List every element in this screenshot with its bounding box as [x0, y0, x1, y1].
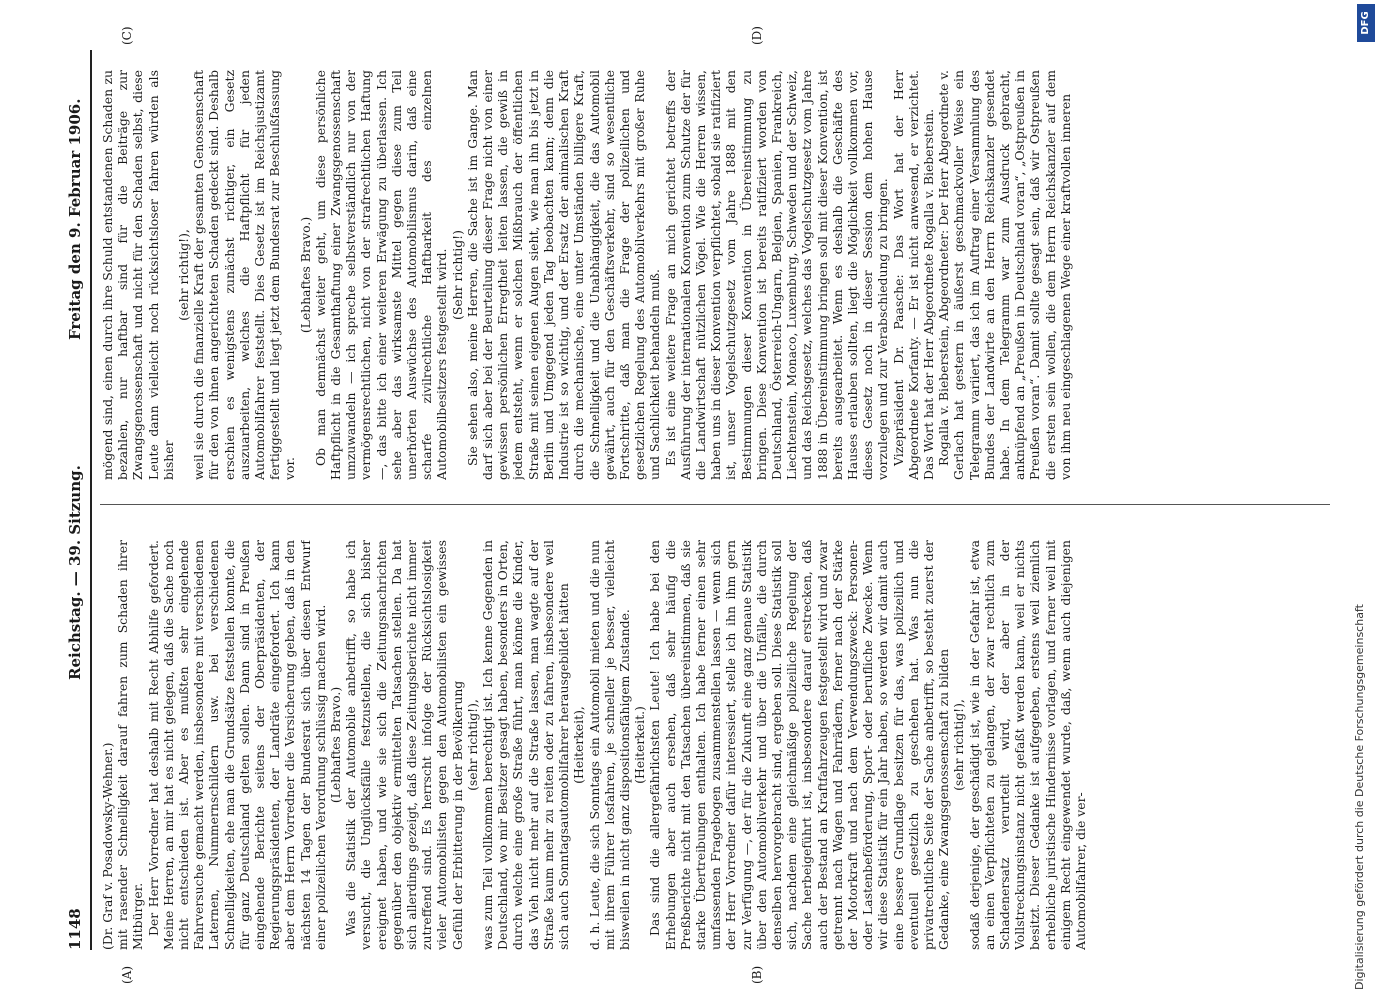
paragraph: mit rasender Schnelligkeit darauf fahren zum Schaden ihrer Mitbürger. [115, 540, 146, 950]
interjection: (Lebhaftes Bravo.) [328, 686, 344, 804]
page-header [60, 50, 92, 950]
paragraph: Das sind die allergefährlichsten Leute! Ich habe bei den Erhebungen aber auch ersehen, daß sehr häufig die Preßberichte nicht mit den Tatsachen übereinstimmen, daß sie starke Übertreibungen enthalten. Ich habe ferner einen sehr umfassenden Fragebogen zusammenstellen lassen — wenn sich der Herr Vorredner dafür interessiert, stelle ich ihn ihm gern zur Verfügung —, der für die Zukunft eine ganz genaue Statistik über den Automobilverkehr und über die Unfälle, die durch denselben hervorgebracht sind, ergeben soll. Diese Statistik soll sich, nachdem eine gleichmäßige polizeiliche Regelung der Sache herbeigeführt ist, insbesondere darauf erstrecken, daß auch der Bestand an Kraftfahrzeugen festgestellt wird und zwar getrennt nach Wagen und Fahrrädern, ferner nach der Stärke der Motorkraft und nach dem Verwendungszweck: Personen- oder Lastenbeförderung, Sport- oder berufliche Zwecke. Wenn wir diese Statistik für ein Jahr haben, so werden wir damit auch eine bessere Grundlage besitzen für das, was polizeilich und eventuell gesetzlich zu geschehen hat. Was nun die privatrechtliche Seite der Sache anbetrifft, so besteht zuerst der Gedanke, eine Zwangsgenossenschaft zu bilden [647, 540, 952, 950]
paragraph: weil sie durch die finanzielle Kraft der gesamten Genossenschaft für den von ihnen angerichteten Schaden gedeckt sind. Deshalb erschien es wenigstens zunächst richtiger, ein Gesetz auszuarbeiten, welches die Haftpflicht für jeden Automobilfahrer feststellt. Dies Gesetz ist im Reichsjustizamt fertiggestellt und liegt jetzt dem Bundesrat zur Beschlußfassung vor. [191, 70, 298, 480]
dfg-logo [1357, 4, 1375, 42]
paragraph: Rogalla v. Bieberstein, Abgeordneter: Der Herr Abgeordnete v. Gerlach hat gestern in äußerst geschmackvoller Weise ein Telegramm variiert, das ich im Auftrag einer Versammlung des Bundes der Landwirte an den Herrn Reichskanzler gesendet habe. In dem Telegramm war zum Ausdruck gebracht, anknüpfend an „Preußen in Deutschland voran“, „Ostpreußen in Preußen voran“. Damit sollte gesagt sein, daß wir Ostpreußen die ersten sein wollen, die dem Herrn Reichskanzler auf dem von ihm neu eingeschlagenen Wege einer kraftvollen inneren [936, 70, 1073, 480]
dfg-logo-text: DFG [1360, 11, 1371, 35]
paragraph: was zum Teil vollkommen berechtigt ist. Ich kenne Gegenden in Deutschland, wo mir Besitzer gesagt haben, besonders in Orten, durch welche eine große Straße führt, man könne die Kinder, das Vieh nicht mehr auf die Straße lassen, man wagte auf der Straße kaum mehr zu reiten oder zu fahren, insbesondere weil sich auch Sonntagsautomobilfahrer herausgebildet hätten [480, 540, 572, 950]
paragraph: Es ist eine weitere Frage an mich gerichtet betreffs der Ausführung der internationalen Konvention zum Schutze der für die Landwirtschaft nützlichen Vögel. Wie die Herren wissen, haben uns in dieser Konvention verpflichtet, sobald sie ratifiziert ist, unser Vogelschutzgesetz vom Jahre 1888 mit den Bestimmungen dieser Konvention in Übereinstimmung zu bringen. Diese Konvention ist bereits ratifiziert worden von Deutschland, Österreich-Ungarn, Belgien, Spanien, Frankreich, Liechtenstein, Monaco, Luxemburg, Schweden und der Schweiz, und das Reichsgesetz, welches das Vogelschutzgesetz vom Jahre 1888 in Übereinstimmung bringen soll mit dieser Konvention, ist bereits ausgearbeitet. Wenn es deshalb die Geschäfte des Hauses erlauben sollten, liegt die Möglichkeit vollkommen vor, dieses Gesetz noch in dieser Session dem hohen Hause vorzulegen und zur Verabschiedung zu bringen. [662, 70, 891, 480]
column-divider [100, 504, 1330, 505]
paragraph: Der Herr Vorredner hat deshalb mit Recht Abhilfe gefordert. Meine Herren, an mir hat es nicht gelegen, daß die Sache noch nicht entschieden ist. Aber es mußten sehr eingehende Fahrversuche gemacht werden, insbesondere mit verschiedenen Laternen, Nummernschildern usw. bei verschiedenen Schnelligkeiten, ehe man die Grundsätze feststellen konnte, die für ganz Deutschland gelten sollen. Dann sind in Preußen eingehende Berichte seitens der Oberpräsidenten, der Regierungspräsidenten, der Landräte eingefordert. Ich kann aber dem Herrn Vorredner die Versicherung geben, daß in den nächsten 14 Tagen der Bundesrat sich über diesen Entwurf einer polizeilichen Verordnung schlüssig machen wird. [145, 540, 328, 950]
speaker-tag: (Dr. Graf v. Posadowsky-Wehner.) [100, 742, 115, 950]
document-page [60, 26, 1340, 984]
margin-marker-a: (A) [120, 965, 134, 984]
margin-marker-b: (B) [750, 965, 764, 984]
digitization-note [1345, 10, 1375, 990]
paragraph: sodaß derjenige, der geschädigt ist, wie in der Gefahr ist, etwa an einen Verpflichteten zu gelangen, der zwar rechtlich zum Schadenersatz verurteilt wird, der aber in der Vollstreckungsinstanz nicht gefaßt werden kann, weil er nichts besitzt. Dieser Gedanke ist aufgegeben, erstens weil ziemlich erhebliche juristische Hindernisse vorlagen, und ferner weil mit einigem Recht eingewendet wurde, daß, wenn auch diejenigen Automobilfahrer, die ver- [966, 540, 1088, 950]
page-number: 1148 [66, 908, 84, 950]
right-column [100, 70, 1330, 480]
interjection: (Heiterkeit), [571, 706, 587, 784]
margin-marker-c: (C) [120, 26, 134, 45]
digitization-note-text: Digitalisierung gefördert durch die Deutsche Forschungsgemeinschaft [1353, 604, 1366, 990]
interjection: (Sehr richtig!) [449, 230, 465, 320]
paragraph: d. h. Leute, die sich Sonntags ein Automobil mieten und die nun mit ihrem Führer losfahren, je schneller je besser, vielleicht bisweilen in nicht ganz dispositionsfähigem Zustande. [586, 540, 632, 950]
paragraph: Vizepräsident Dr. Paasche: Das Wort hat der Herr Abgeordnete Korfanty. — Er ist nicht anwesend, er verzichtet. Das Wort hat der Herr Abgeordnete Rogalla v. Bieberstein. [890, 70, 936, 480]
margin-marker-d: (D) [750, 26, 764, 45]
paragraph: Ob man demnächst weiter geht, um diese persönliche Haftpflicht in die Gesamthaftung einer Zwangsgenossenschaft umzuwandeln — ich spreche selbstverständlich nur von der vermögensrechtlichen, nicht von der strafrechtlichen Haftung —, das bitte ich einer weiteren Erwägung zu überlassen. Ich sehe aber das wirksamste Mittel gegen diese zum Teil unerhörten Auswüchse des Automobilismus darin, daß eine scharfe zivilrechtliche Haftbarkeit des einzelnen Automobilbesitzers festgestellt wird. [312, 70, 450, 480]
interjection: (sehr richtig!), [176, 229, 192, 321]
interjection: (Heiterkeit.) [632, 706, 648, 784]
paragraph: Was die Statistik der Automobile anbetrifft, so habe ich versucht, die Unglücksfälle festzustellen, die sich bisher ereignet haben, und wie sie sich die Zeitungsnachrichten gegenüber den objektiv ermittelten Tatsachen stellen. Da hat sich allerdings gezeigt, daß diese Zeitungsberichte nicht immer zutreffend sind. Es herrscht infolge der Rücksichtslosigkeit vieler Automobilisten gegen den Automobilisten ein gewisses Gefühl der Erbitterung in der Bevölkerung [343, 540, 465, 950]
paragraph: Sie sehen also, meine Herren, die Sache ist im Gange. Man darf sich aber bei der Beurteilung dieser Frage nicht von einer gewissen persönlichen Erregtheit leiten lassen, die gewiß in jedem entsteht, wenn er solchen Mißbrauch der öffentlichen Straße mit seinen eigenen Augen sieht, wie man ihn bis jetzt in Berlin und Umgegend jeden Tag beobachten kann; denn die Industrie ist so wichtig, und der Ersatz der animalischen Kraft durch die mechanische, eine unter Umständen billigere Kraft, die Schnelligkeit und die Unabhängigkeit, die das Automobil gewährt, auch für den Geschäftsverkehr, sind so wesentliche Fortschritte, daß man die Frage der polizeilichen und gesetzlichen Regelung des Automobilverkehrs mit großer Ruhe und Sachlichkeit behandeln muß. [464, 70, 663, 480]
interjection: (sehr richtig!), [951, 699, 967, 791]
session-date: Freitag den 9. Februar 1906. [66, 98, 84, 340]
left-column [100, 540, 1330, 950]
paragraph: mögend sind, einen durch ihre Schuld entstandenen Schaden zu bezahlen, nur haftbar sind für die Beiträge zur Zwangsgenossenschaft und nicht für den Schaden selbst, diese Leute dann vielleicht noch rücksichtsloser fahren würden als bisher [100, 70, 176, 480]
interjection: (Lebhaftes Bravo.) [297, 216, 313, 334]
interjection: (sehr richtig!), [464, 699, 480, 791]
session-title: Reichstag. — 39. Sitzung. [66, 465, 84, 680]
